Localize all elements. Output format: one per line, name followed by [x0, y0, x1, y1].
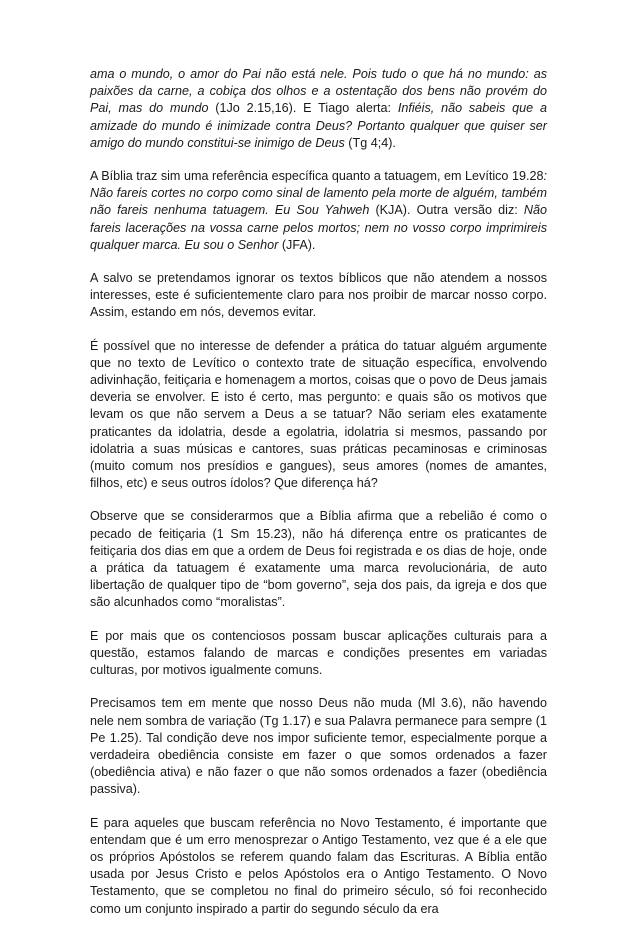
paragraph-text: (Tg 4;4).	[344, 135, 396, 150]
bible-quote: : Não fareis cortes no corpo como sinal de lamento pela morte de alguém, também não fareis nenhuma tatuagem. Eu Sou Yahweh	[90, 169, 547, 218]
paragraph-1	[90, 66, 547, 152]
paragraph-3	[90, 270, 547, 322]
document-page	[90, 66, 547, 934]
paragraph-8	[90, 815, 547, 918]
paragraph-text: A Bíblia traz sim uma referência específica quanto a tatuagem, em Levítico 19.28	[90, 169, 544, 184]
paragraph-text: E por mais que os contenciosos possam buscar aplicações culturais para a questão, estamos falando de marcas e condições presentes em variadas culturas, por motivos igualmente comuns.	[90, 628, 547, 678]
paragraph-text: A salvo se pretendamos ignorar os textos bíblicos que não atendem a nossos interesses, este é suficientemente claro para nos proibir de marcar nosso corpo. Assim, estando em nós, devemos evitar.	[90, 271, 547, 320]
bible-quote: Não fareis lacerações na vossa carne pelos mortos; nem no vosso corpo imprimireis qualquer marca. Eu sou o Senhor	[90, 203, 548, 252]
paragraph-2	[90, 168, 547, 254]
paragraph-5	[90, 508, 547, 611]
bible-quote: Infiéis, não sabeis que a amizade do mundo é inimizade contra Deus? Portanto qualquer que quiser ser amigo do mundo constitui-se inimigo de Deus	[90, 101, 547, 150]
paragraph-text: (JFA).	[278, 237, 316, 252]
paragraph-text: É possível que no interesse de defender a prática do tatuar alguém argumente que no texto de Levítico o contexto trate de situação específica, envolvendo adivinhação, feitiçaria e homenagem a mortos, coisas que o povo de Deus jamais deveria se envolver. E isto é certo, mas pergunto: e quais são os motivos que levam os que não servem a Deus a se tatuar? Não seriam eles exatamente praticantes da idolatria, desde a egolatria, idolatria si mesmos, passando por idolatria a suas músicas e cantores, suas práticas pecaminosas e criminosas (muito comum nos presídios e gangues), seus amores (nomes de amantes, filhos, etc) e seus outros ídolos? Que diferença há?	[90, 338, 547, 491]
paragraph-7	[90, 695, 547, 798]
paragraph-4	[90, 338, 547, 493]
paragraph-text: Precisamos tem em mente que nosso Deus não muda (Ml 3.6), não havendo nele nem sombra de variação (Tg 1.17) e sua Palavra permanece para sempre (1 Pe 1.25). Tal condição deve nos impor suficiente temor, especialmente porque a verdadeira obediência consiste em fazer o que somos ordenados a fazer (obediência ativa) e não fazer o que não somos ordenados a fazer (obediência passiva).	[90, 696, 547, 797]
paragraph-text: (KJA). Outra versão diz:	[369, 203, 524, 218]
paragraph-text: E para aqueles que buscam referência no Novo Testamento, é importante que entendam que é um erro menosprezar o Antigo Testamento, vez que é a ele que os próprios Apóstolos se referem quando falam das Escrituras. A Bíblia então usada por Jesus Cristo e pelos Apóstolos era o Antigo Testamento. O Novo Testamento, que se completou no final do primeiro século, só foi reconhecido como um conjunto inspirado a partir do segundo século da era	[90, 815, 547, 916]
paragraph-text: Observe que se considerarmos que a Bíblia afirma que a rebelião é como o pecado de feitiçaria (1 Sm 15.23), não há diferença entre os praticantes de feitiçaria dos dias em que a ordem de Deus foi registrada e os dias de hoje, onde a prática da tatuagem é exatamente uma marca revolucionária, de auto libertação de qualquer tipo de “bom governo”, seja dos pais, da igreja e dos que são alcunhados como “moralistas”.	[90, 509, 547, 610]
paragraph-6	[90, 628, 547, 680]
paragraph-text: (1Jo 2.15,16). E Tiago alerta:	[208, 101, 398, 116]
bible-quote: ama o mundo, o amor do Pai não está nele. Pois tudo o que há no mundo: as paixões da carne, a cobiça dos olhos e a ostentação dos bens não provém do Pai, mas do mundo	[90, 67, 547, 116]
